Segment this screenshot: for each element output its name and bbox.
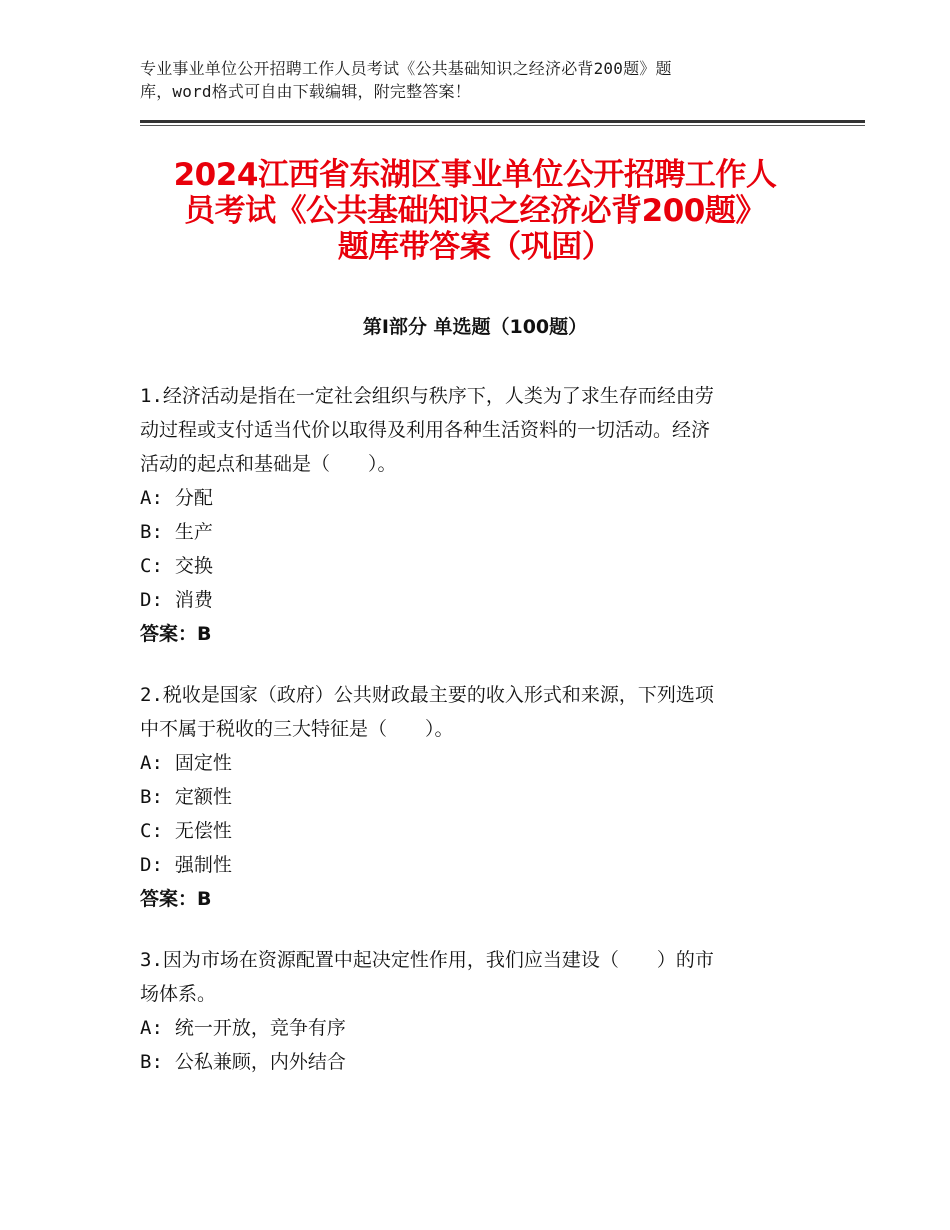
question-stem-line: 动过程或支付适当代价以取得及利用各种生活资料的一切活动。经济	[140, 419, 711, 441]
question-stem	[140, 943, 810, 1011]
option-letter: D:	[140, 589, 163, 611]
option-letter: B:	[140, 521, 163, 543]
option-text: 交换	[174, 555, 213, 577]
section-title: 第Ⅰ部分 单选题（100题）	[362, 316, 588, 338]
question-stem-line: 活动的起点和基础是（ ）。	[140, 453, 397, 475]
question-2	[140, 678, 810, 916]
header-divider-thin	[140, 125, 865, 126]
option-b	[140, 1045, 810, 1079]
option-d	[140, 848, 810, 882]
question-stem	[140, 379, 810, 481]
option-text: 消费	[174, 589, 213, 611]
option-letter: A:	[140, 487, 163, 509]
header-note-line-1: 专业事业单位公开招聘工作人员考试《公共基础知识之经济必背200题》题	[140, 59, 672, 78]
option-letter: B:	[140, 786, 163, 808]
option-b	[140, 515, 810, 549]
question-stem-line: 场体系。	[140, 983, 217, 1005]
question-3	[140, 943, 810, 1079]
option-a	[140, 1011, 810, 1045]
option-text: 强制性	[174, 854, 232, 876]
question-1	[140, 379, 810, 651]
question-stem-line: 3.因为市场在资源配置中起决定性作用，我们应当建设（ ）的市	[140, 949, 714, 971]
option-c	[140, 549, 810, 583]
header-note-line-2: 库，word格式可自由下载编辑，附完整答案！	[140, 82, 471, 101]
option-letter: C:	[140, 820, 163, 842]
option-text: 定额性	[174, 786, 232, 808]
option-text: 公私兼顾，内外结合	[174, 1051, 346, 1073]
option-letter: D:	[140, 854, 163, 876]
option-text: 生产	[174, 521, 213, 543]
option-text: 分配	[174, 487, 213, 509]
option-c	[140, 814, 810, 848]
document-title	[140, 157, 810, 265]
title-line-1: 2024江西省东湖区事业单位公开招聘工作人	[173, 157, 777, 193]
question-list	[140, 379, 810, 1106]
answer: 答案：B	[140, 888, 212, 910]
question-stem-line: 2.税收是国家（政府）公共财政最主要的收入形式和来源，下列选项	[140, 684, 714, 706]
option-letter: B:	[140, 1051, 163, 1073]
option-letter: C:	[140, 555, 163, 577]
answer: 答案：B	[140, 623, 212, 645]
option-a	[140, 481, 810, 515]
header-divider-thick	[140, 120, 865, 123]
option-letter: A:	[140, 1017, 163, 1039]
question-stem-line: 中不属于税收的三大特征是（ ）。	[140, 718, 454, 740]
option-text: 无偿性	[174, 820, 232, 842]
option-text: 固定性	[174, 752, 232, 774]
option-b	[140, 780, 810, 814]
question-stem-line: 1.经济活动是指在一定社会组织与秩序下，人类为了求生存而经由劳	[140, 385, 714, 407]
option-letter: A:	[140, 752, 163, 774]
title-line-3: 题库带答案（巩固）	[337, 229, 613, 265]
question-stem	[140, 678, 810, 746]
option-text: 统一开放，竞争有序	[174, 1017, 346, 1039]
header-note	[140, 57, 780, 103]
title-line-2: 员考试《公共基础知识之经济必背200题》	[184, 193, 766, 229]
option-d	[140, 583, 810, 617]
option-a	[140, 746, 810, 780]
